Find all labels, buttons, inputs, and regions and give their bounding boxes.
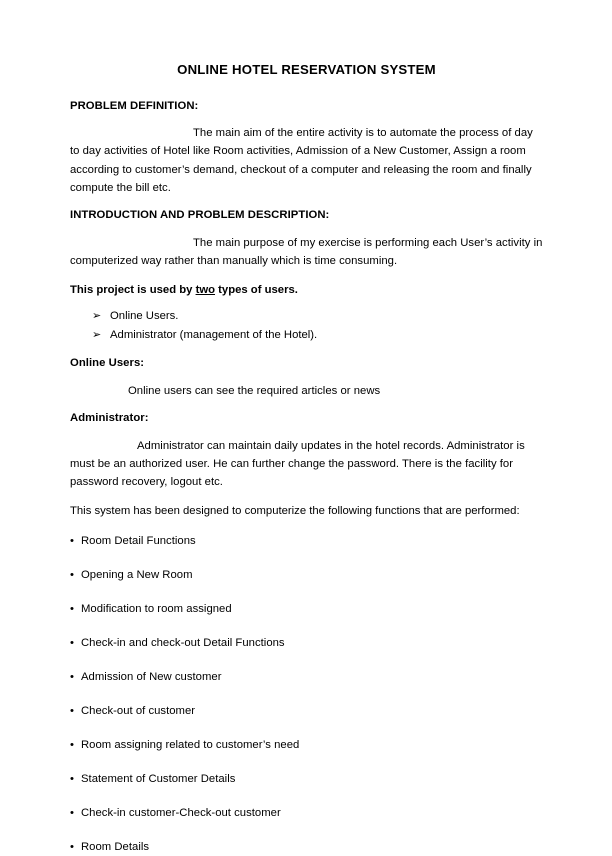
users-intro-line (70, 282, 543, 299)
list-item-label: Room Detail Functions (81, 535, 196, 548)
list-item-label: Check-out of customer (81, 705, 196, 718)
list-item-label: Opening a New Room (81, 569, 193, 582)
heading-online-users: Online Users: (70, 356, 145, 369)
bullet-icon: • (70, 840, 74, 853)
paragraph-text: The main purpose of my exercise is performing each User’s activity in computerized way rather than manually which is time consuming. (70, 237, 543, 268)
paragraph-problem-definition (70, 124, 543, 197)
bullet-icon: • (70, 603, 74, 616)
bullet-icon: • (70, 773, 74, 786)
list-item (70, 533, 543, 550)
paragraph-text: Online users can see the required articles or news (128, 384, 381, 397)
paragraph-online-users (70, 382, 543, 400)
arrow-bullet-icon: ➢ (92, 328, 102, 341)
heading-administrator: Administrator: (70, 411, 149, 424)
paragraph-administrator (70, 437, 543, 492)
paragraph-text: The main aim of the entire activity is to automate the process of day to day activities of Hotel like Room activities, Admission of a New Customer, Assign a room according to customer’s demand, checkout of a computer and releasing the room and finally compute the bill etc. (70, 127, 533, 195)
list-item-label: Check-in and check-out Detail Functions (81, 637, 285, 650)
list-item-label: Online Users. (110, 309, 179, 322)
bullet-icon: • (70, 705, 74, 718)
list-item (70, 703, 543, 720)
list-item (70, 308, 543, 325)
bullet-icon: • (70, 739, 74, 752)
bullet-icon: • (70, 806, 74, 819)
list-item (70, 839, 543, 856)
list-item (70, 805, 543, 822)
paragraph-text: Administrator can maintain daily updates in the hotel records. Administrator is must be an authorized user. He can further change the password. There is the facility for password recovery, logout etc. (70, 439, 525, 489)
list-item (70, 635, 543, 652)
list-item-label: Admission of New customer (81, 671, 222, 684)
bullet-icon: • (70, 671, 74, 684)
list-item-label: Modification to room assigned (81, 603, 232, 616)
list-item (70, 771, 543, 788)
bullet-icon: • (70, 569, 74, 582)
list-item (70, 327, 543, 344)
user-types-list (70, 308, 543, 344)
page-title: ONLINE HOTEL RESERVATION SYSTEM (177, 62, 436, 77)
list-item (70, 601, 543, 618)
bullet-icon: • (70, 637, 74, 650)
users-intro-underlined-word: two (195, 283, 216, 296)
paragraph-introduction (70, 234, 543, 271)
list-item (70, 669, 543, 686)
functions-list (70, 533, 543, 855)
list-item-label: Room assigning related to customer’s need (81, 739, 300, 752)
users-intro-prefix: This project is used by (70, 283, 196, 296)
list-item (70, 737, 543, 754)
functions-intro: This system has been designed to computerize the following functions that are performed: (70, 505, 520, 518)
arrow-bullet-icon: ➢ (92, 309, 102, 322)
heading-introduction: INTRODUCTION AND PROBLEM DESCRIPTION: (70, 209, 330, 222)
list-item-label: Room Details (81, 840, 150, 853)
list-item-label: Statement of Customer Details (81, 773, 236, 786)
list-item (70, 567, 543, 584)
heading-problem-definition: PROBLEM DEFINITION: (70, 99, 199, 112)
bullet-icon: • (70, 535, 74, 548)
users-intro-suffix: types of users. (215, 283, 298, 296)
list-item-label: Check-in customer-Check-out customer (81, 806, 281, 819)
list-item-label: Administrator (management of the Hotel). (110, 328, 318, 341)
